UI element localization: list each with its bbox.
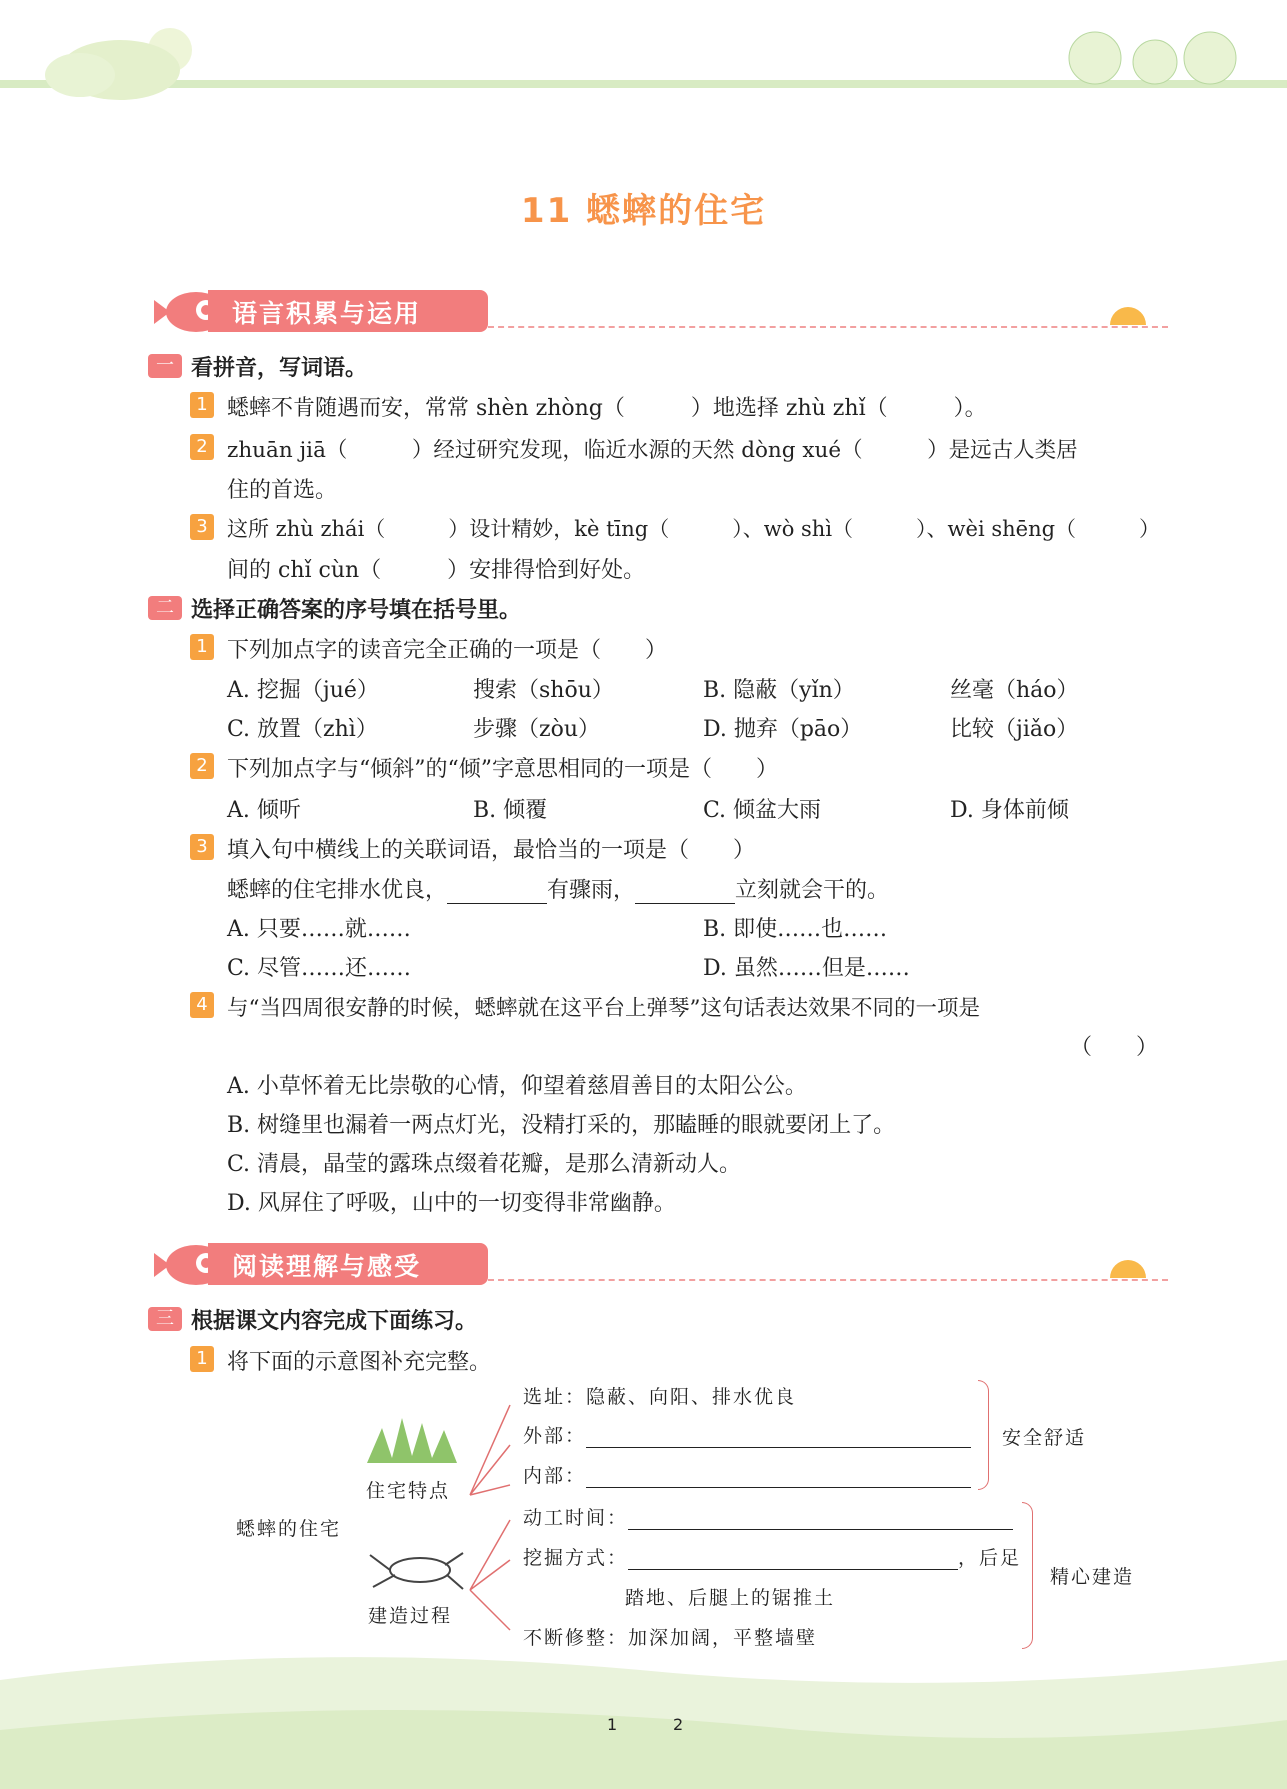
section-title: 选择正确答案的序号填在括号里。: [191, 598, 522, 623]
hills-decoration: [0, 1640, 1287, 1789]
sentence-part: 蟋蟀的住宅排水优良，: [227, 878, 448, 903]
blank: [635, 878, 735, 904]
sun-cloud-icon: [20, 5, 200, 105]
option: A. 小草怀着无比崇敬的心情，仰望着慈眉善目的太阳公公。: [227, 1074, 807, 1099]
option: D. 抛弃（pāo）: [703, 717, 863, 742]
option: B. 隐蔽（yǐn）: [703, 678, 855, 703]
option: C. 清晨，晶莹的露珠点缀着花瓣，是那么清新动人。: [227, 1152, 742, 1177]
grass-icon: [362, 1408, 462, 1468]
page-number: 2: [673, 1715, 684, 1734]
question-text: 这所 zhù zhái（ ）设计精妙，kè tīng（ ）、wò shì（ ）、wèi shēng（ ）: [227, 517, 1161, 541]
brace: [978, 1380, 989, 1490]
option: 丝毫（háo）: [950, 678, 1079, 703]
diagram-item: 内部：: [523, 1461, 971, 1488]
section-banner-b: [148, 1233, 488, 1289]
diagram-item: 动工时间：: [523, 1503, 1013, 1530]
diagram-item: 不断修整：加深加阔，平整墙壁: [523, 1627, 818, 1649]
animal-faces-icon: [1060, 20, 1250, 90]
option: 步骤（zòu）: [473, 717, 601, 742]
question-text-cont: 住的首选。: [227, 478, 338, 503]
section-banner-a: [148, 280, 488, 336]
question-text: 下列加点字与“倾斜”的“倾”字意思相同的一项是（ ）: [227, 757, 778, 782]
blank: [628, 1507, 1013, 1530]
question-number: 3: [190, 834, 214, 860]
question-text: zhuān jiā（ ）经过研究发现，临近水源的天然 dòng xué（ ）是远古人类居: [227, 438, 1078, 463]
question-text: 蟋蟀不肯随遇而安，常常 shèn zhòng（ ）地选择 zhù zhǐ（ ）。: [227, 396, 987, 421]
option: C. 尽管……还……: [227, 956, 412, 981]
question-text: 填入句中横线上的关联词语，最恰当的一项是（ ）: [227, 838, 756, 863]
option: 搜索（shōu）: [473, 678, 614, 703]
question-text: 与“当四周很安静的时候，蟋蟀就在这平台上弹琴”这句话表达效果不同的一项是: [227, 996, 980, 1021]
brace: [1022, 1502, 1033, 1649]
cricket-icon: [365, 1545, 465, 1595]
section-number: 二: [148, 596, 182, 620]
question-number: 4: [190, 992, 214, 1018]
question-text: 将下面的示意图补充完整。: [227, 1350, 492, 1375]
option: D. 虽然……但是……: [703, 956, 910, 981]
question-number: 2: [190, 434, 214, 460]
dashed-rule: [488, 1279, 1168, 1281]
option: C. 放置（zhì）: [227, 717, 378, 742]
diagram-item: 外部：: [523, 1421, 971, 1448]
question-number: 1: [190, 1346, 214, 1372]
option: A. 只要……就……: [227, 917, 411, 942]
option: A. 倾听: [227, 798, 301, 823]
question-text-cont: 间的 chǐ cùn（ ）安排得恰到好处。: [227, 558, 646, 583]
banner-label: 阅读理解与感受: [232, 1252, 422, 1281]
option: D. 身体前倾: [950, 798, 1069, 823]
question-number: 1: [190, 634, 214, 660]
diagram-root: 蟋蟀的住宅: [236, 1518, 342, 1540]
page-number: 1: [607, 1715, 618, 1734]
option: B. 树缝里也漏着一两点灯光，没精打采的，那瞌睡的眼就要闭上了。: [227, 1113, 896, 1138]
branch-label: 建造过程: [368, 1605, 453, 1627]
section-title: 根据课文内容完成下面练习。: [191, 1309, 478, 1334]
option: B. 倾覆: [473, 798, 548, 823]
blank: [586, 1465, 971, 1488]
question-number: 3: [190, 514, 214, 540]
diagram-summary: 精心建造: [1050, 1566, 1135, 1588]
diagram-summary: 安全舒适: [1002, 1427, 1087, 1449]
banner-label: 语言积累与运用: [232, 299, 422, 328]
option: C. 倾盆大雨: [703, 798, 822, 823]
sentence-part: 立刻就会干的。: [735, 878, 890, 903]
option: 比较（jiǎo）: [950, 717, 1079, 742]
dashed-rule: [488, 326, 1168, 328]
blank: [586, 1425, 971, 1448]
sun-icon: [1110, 1260, 1146, 1278]
section-title: 看拼音，写词语。: [191, 356, 368, 381]
fill-sentence: [227, 873, 889, 904]
question-number: 2: [190, 753, 214, 779]
blank: [628, 1547, 958, 1570]
diagram-item: 选址：隐蔽、向阳、排水优良: [523, 1386, 797, 1408]
section-number: 一: [148, 354, 182, 378]
answer-paren: （ ）: [1070, 1035, 1159, 1060]
branch-label: 住宅特点: [366, 1480, 451, 1502]
diagram-item: 挖掘方式： ，后足: [523, 1547, 1022, 1569]
diagram-arrows: [462, 1385, 522, 1645]
option: D. 风屏住了呼吸，山中的一切变得非常幽静。: [227, 1191, 676, 1216]
question-number: 1: [190, 392, 214, 418]
sentence-part: 有骤雨，: [547, 878, 636, 903]
sun-icon: [1110, 307, 1146, 325]
option: A. 挖掘（jué）: [227, 678, 379, 703]
blank: [447, 878, 547, 904]
page-title: 11 蟋蟀的住宅: [520, 191, 767, 231]
diagram-item: 踏地、后腿上的锯推土: [625, 1587, 836, 1609]
question-text: 下列加点字的读音完全正确的一项是（ ）: [227, 638, 668, 663]
option: B. 即使……也……: [703, 917, 888, 942]
section-number: 三: [148, 1307, 182, 1331]
